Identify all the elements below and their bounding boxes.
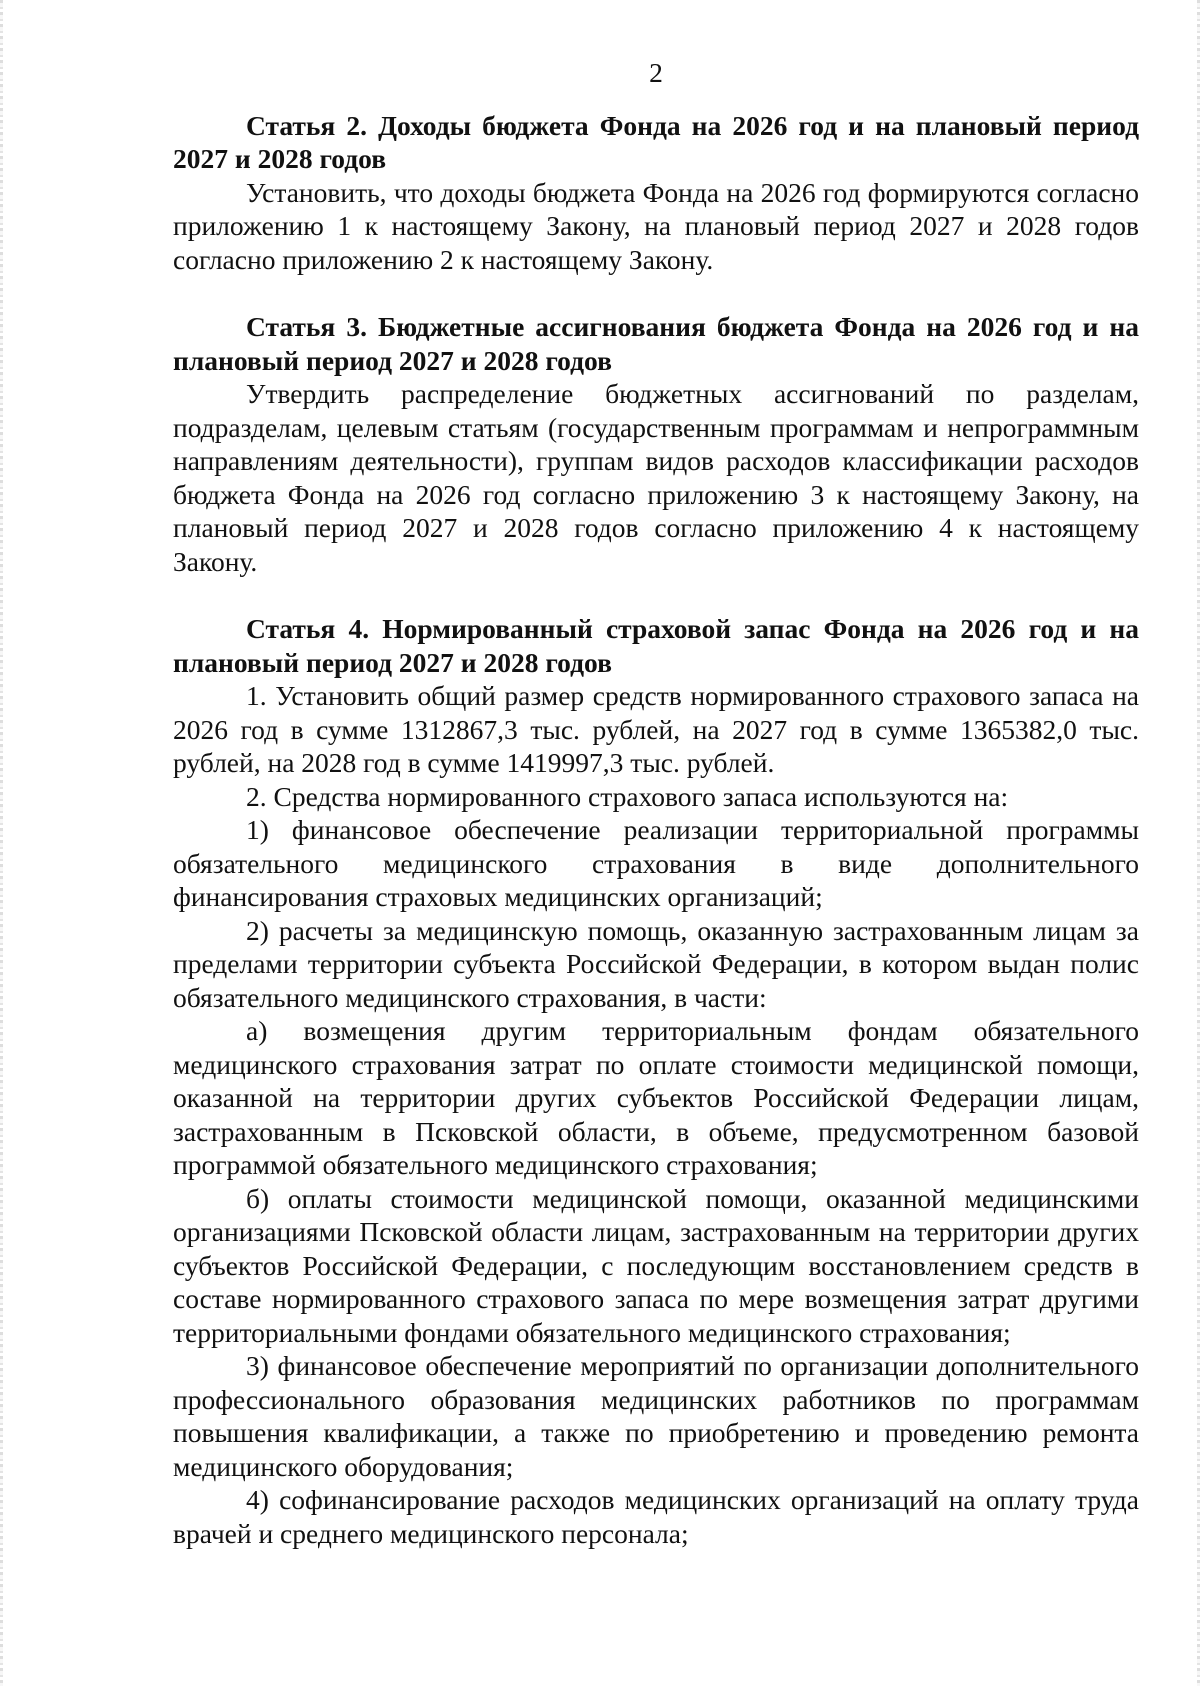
article-4-item-1: 1. Установить общий размер средств нормированного страхового запаса на 2026 год в сумме 1312867,3 тыс. рублей, на 2027 год в сумме 1365382,0 тыс. рублей, на 2028 год в сумме 1419997,3 тыс. рублей. [173, 680, 1139, 778]
article-4 [173, 612, 1139, 1550]
article-4-heading: Статья 4. Нормированный страховой запас Фонда на 2026 год и на плановый период 2027 и 2028 годов [173, 613, 1139, 678]
article-2 [173, 109, 1139, 277]
article-4-subitem-3: 3) финансовое обеспечение мероприятий по организации дополнительного профессионального образования медицинских работников по программам повышения квалификации, а также по приобретению и проведению ремонта медицинского оборудования; [173, 1350, 1139, 1482]
article-2-paragraph: Установить, что доходы бюджета Фонда на 2026 год формируются согласно приложению 1 к настоящему Закону, на плановый период 2027 и 2028 годов согласно приложению 2 к настоящему Закону. [173, 176, 1139, 275]
article-4-subitem-4: 4) софинансирование расходов медицинских организаций на оплату труда врачей и среднего медицинского персонала; [173, 1484, 1139, 1549]
scan-edge-left [0, 0, 3, 1686]
article-2-heading: Статья 2. Доходы бюджета Фонда на 2026 год и на плановый период 2027 и 2028 годов [173, 109, 1139, 174]
article-3-paragraph: Утвердить распределение бюджетных ассигнований по разделам, подразделам, целевым статьям (государственным программам и непрограммным направлениям деятельности), группам видов расходов классификации расходов бюджета Фонда на 2026 год согласно приложению 3 к настоящему Закону, на плановый период 2027 и 2028 годов согласно приложению 4 к настоящему Закону. [173, 378, 1139, 577]
document-page [173, 56, 1139, 1584]
article-4-subitem-1: 1) финансовое обеспечение реализации территориальной программы обязательного медицинского страхования в виде дополнительного финансирования страховых медицинских организаций; [173, 814, 1139, 912]
article-3 [173, 310, 1139, 578]
article-4-subitem-2a: а) возмещения другим территориальным фондам обязательного медицинского страхования затрат по оплате стоимости медицинской помощи, оказанной на территории других субъектов Российской Федерации лицам, застрахованным в Псковской области, в объеме, предусмотренном базовой программой обязательного медицинского страхования; [173, 1015, 1139, 1180]
article-4-subitem-2b: б) оплаты стоимости медицинской помощи, оказанной медицинскими организациями Псковской области лицам, застрахованным на территории других субъектов Российской Федерации, с последующим восстановлением средств в составе нормированного страхового запаса по мере возмещения затрат другими территориальными фондами обязательного медицинского страхования; [173, 1182, 1139, 1348]
article-4-subitem-2: 2) расчеты за медицинскую помощь, оказанную застрахованным лицам за пределами территории субъекта Российской Федерации, в котором выдан полис обязательного медицинского страхования, в части: [173, 914, 1139, 1013]
article-4-item-2: 2. Средства нормированного страхового запаса используются на: [246, 780, 1009, 812]
page-number: 2 [649, 57, 663, 88]
article-3-heading: Статья 3. Бюджетные ассигнования бюджета Фонда на 2026 год и на плановый период 2027 и 2028 годов [173, 311, 1139, 376]
